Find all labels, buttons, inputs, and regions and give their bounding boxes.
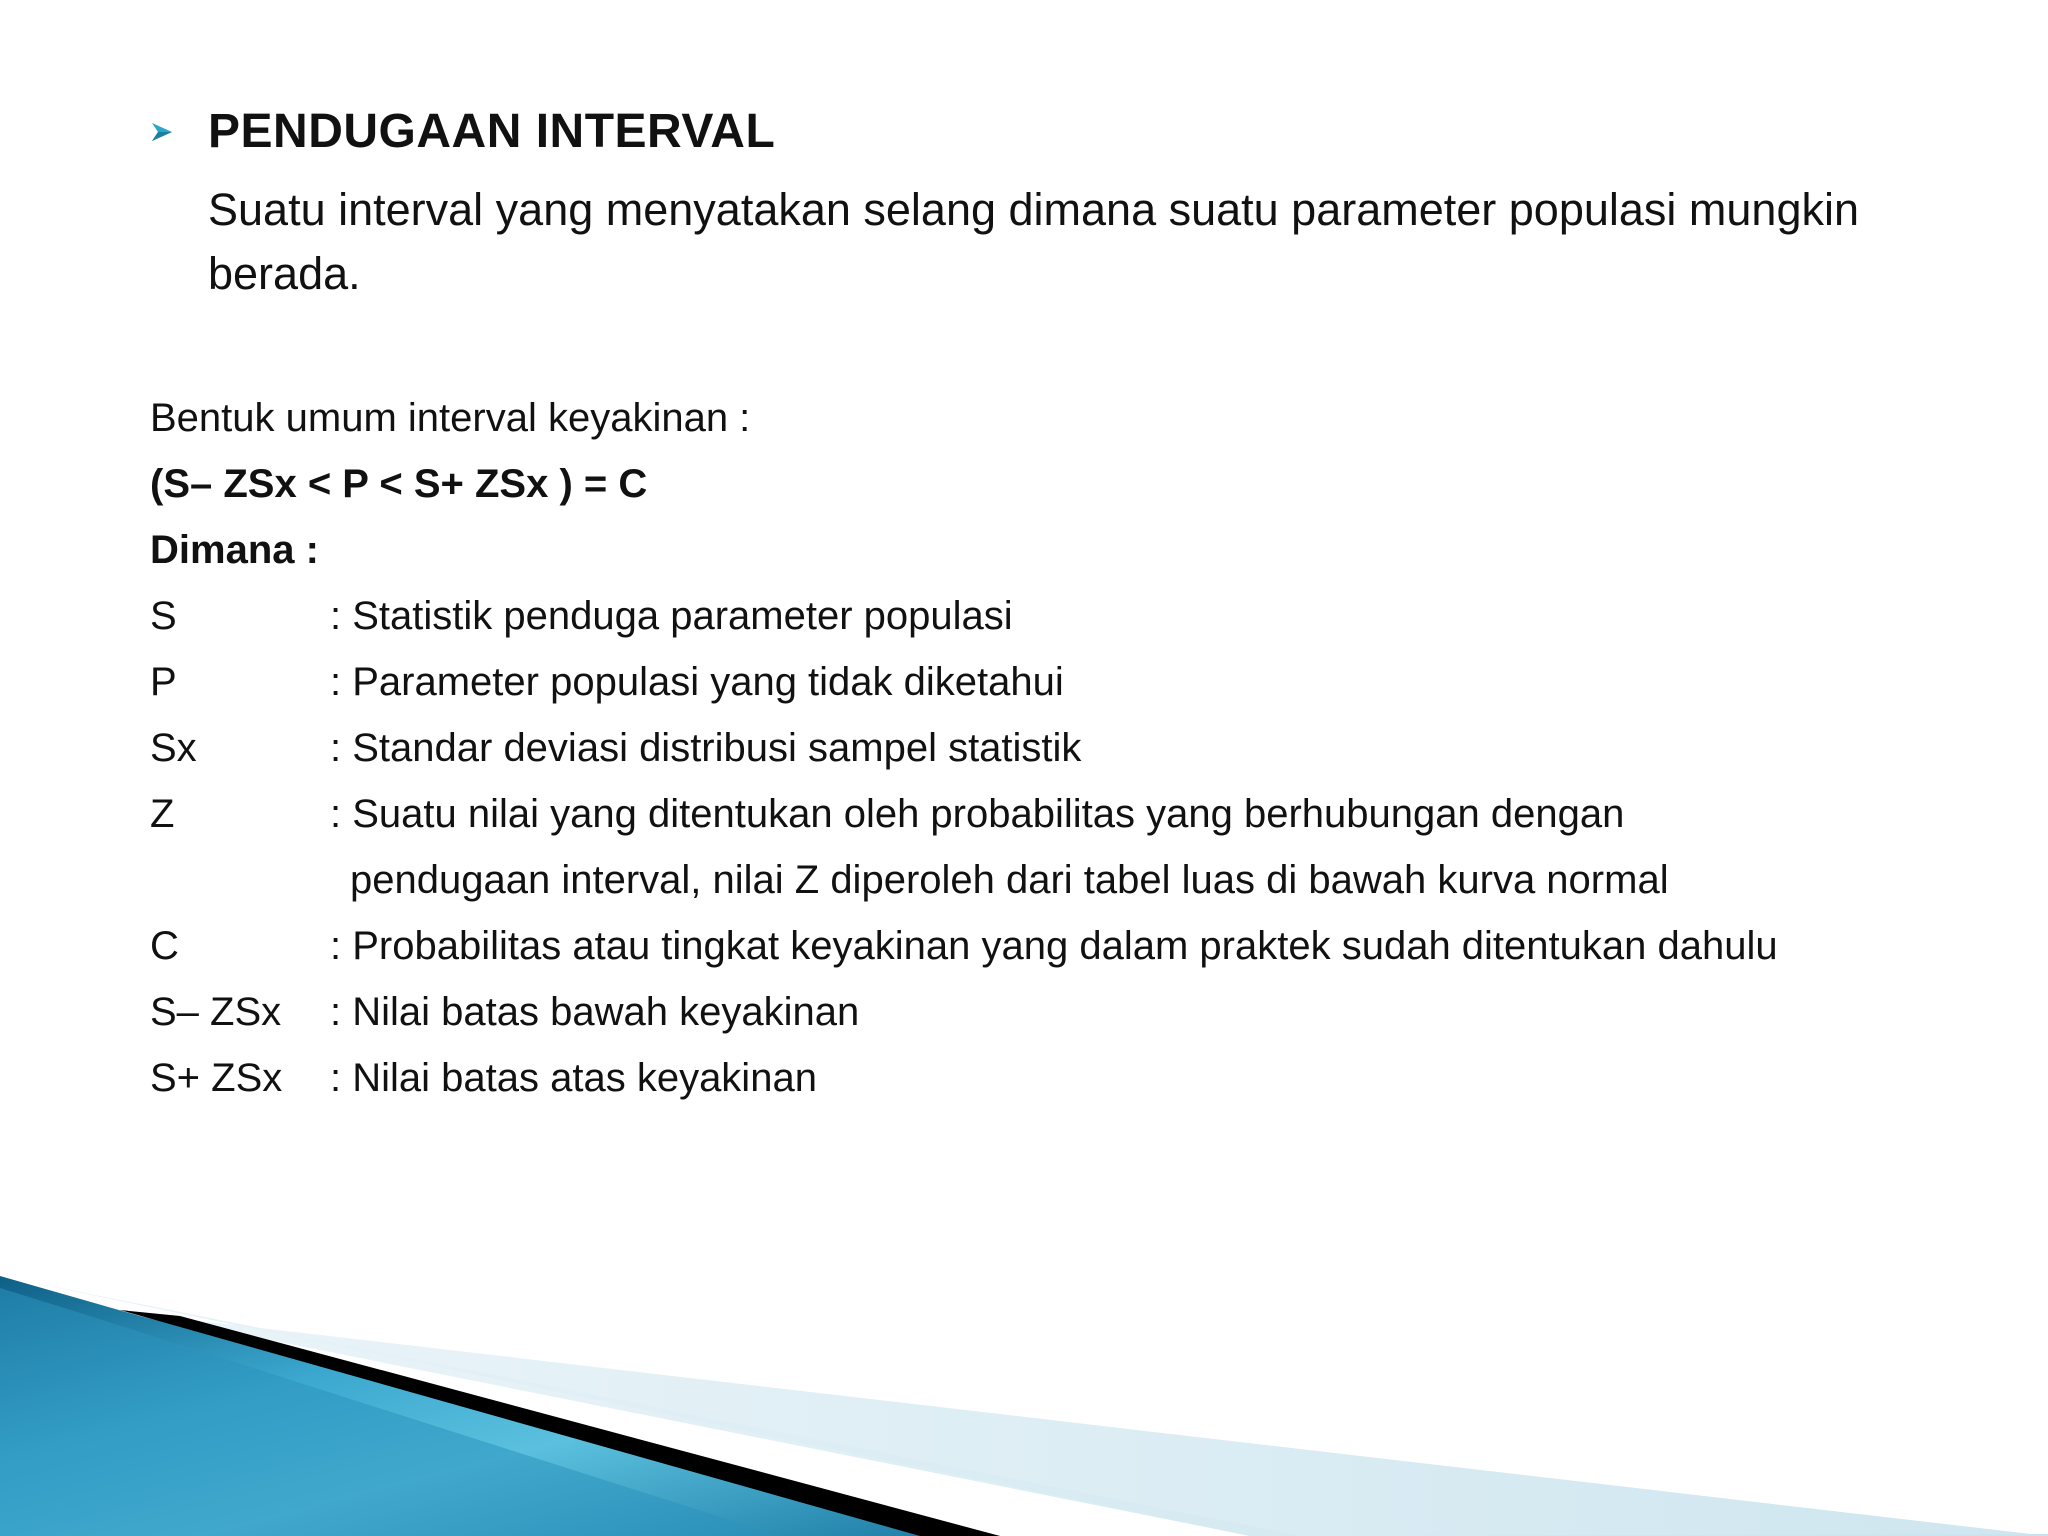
definition-desc: : Standar deviasi distribusi sampel statistik (330, 726, 1082, 770)
slide-heading: PENDUGAAN INTERVAL (208, 105, 776, 158)
formula: (S– ZSx < P < S+ ZSx ) = C (150, 462, 648, 506)
definition-desc: : Statistik penduga parameter populasi (330, 594, 1013, 638)
definition-term: Z (150, 792, 175, 836)
definition-term: C (150, 924, 179, 968)
arrow-bullet-icon (150, 120, 174, 144)
decorative-swoosh (0, 1276, 2048, 1536)
definition-desc: : Probabilitas atau tingkat keyakinan yang dalam praktek sudah ditentukan dahulu (330, 924, 1778, 968)
definition-desc: : Suatu nilai yang ditentukan oleh probabilitas yang berhubungan dengan (330, 792, 1625, 836)
content-body (150, 385, 2000, 1111)
definition-row-c (150, 913, 2000, 979)
definition-term: Sx (150, 726, 197, 770)
definition-row-z (150, 781, 2000, 847)
definition-row-sx (150, 715, 2000, 781)
definition-term: S (150, 594, 177, 638)
heading-row (150, 104, 775, 159)
general-form-label: Bentuk umum interval keyakinan : (150, 396, 751, 440)
definition-desc: : Parameter populasi yang tidak diketahui (330, 660, 1064, 704)
where-label: Dimana : (150, 528, 319, 572)
definition-term: S– ZSx (150, 990, 282, 1034)
definition-desc: : Nilai batas bawah keyakinan (330, 990, 860, 1034)
definition-z-continuation: pendugaan interval, nilai Z diperoleh dari tabel luas di bawah kurva normal (350, 858, 1669, 902)
definition-row-p (150, 649, 2000, 715)
definition-term: S+ ZSx (150, 1056, 283, 1100)
definition-row-lower-bound (150, 979, 2000, 1045)
definition-row-upper-bound (150, 1045, 2000, 1111)
intro-paragraph: Suatu interval yang menyatakan selang dimana suatu parameter populasi mungkin berada. (208, 184, 1860, 299)
definition-term: P (150, 660, 177, 704)
definition-row-s (150, 583, 2000, 649)
definition-desc: : Nilai batas atas keyakinan (330, 1056, 817, 1100)
